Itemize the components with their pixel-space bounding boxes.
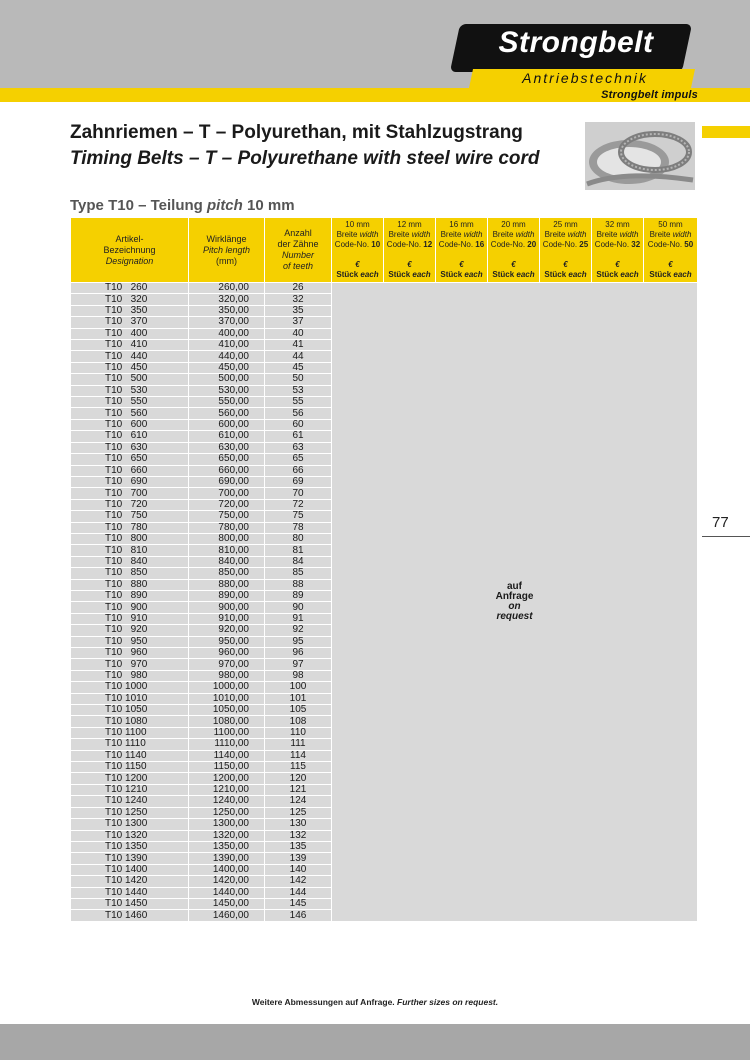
designation-cell: T10 690 <box>71 476 189 487</box>
teeth-cell: 26 <box>265 283 332 294</box>
length-cell: 1350,00 <box>189 841 265 852</box>
width-header-20: 20 mm Breite width Code-No. 20 € Stück each <box>488 218 540 283</box>
length-cell: 900,00 <box>189 602 265 613</box>
designation-cell: T10 530 <box>71 385 189 396</box>
teeth-cell: 78 <box>265 522 332 533</box>
designation-cell: T10 1250 <box>71 807 189 818</box>
designation-cell: T10 910 <box>71 613 189 624</box>
type-pitch: pitch <box>206 197 243 214</box>
length-cell: 980,00 <box>189 670 265 681</box>
length-header: Wirklänge Pitch length (mm) <box>189 218 265 283</box>
designation-cell: T10 1300 <box>71 819 189 830</box>
length-cell: 950,00 <box>189 636 265 647</box>
length-cell: 320,00 <box>189 294 265 305</box>
teeth-cell: 130 <box>265 819 332 830</box>
type-prefix: Type T10 – Teilung <box>70 197 203 214</box>
designation-cell: T10 1240 <box>71 796 189 807</box>
teeth-cell: 60 <box>265 419 332 430</box>
designation-cell: T10 1010 <box>71 693 189 704</box>
teeth-cell: 96 <box>265 648 332 659</box>
teeth-cell: 35 <box>265 305 332 316</box>
length-cell: 560,00 <box>189 408 265 419</box>
length-cell: 610,00 <box>189 431 265 442</box>
length-cell: 500,00 <box>189 374 265 385</box>
designation-cell: T10 810 <box>71 545 189 556</box>
teeth-cell: 95 <box>265 636 332 647</box>
teeth-cell: 44 <box>265 351 332 362</box>
width-header-32: 32 mm Breite width Code-No. 32 € Stück each <box>592 218 644 283</box>
teeth-cell: 108 <box>265 716 332 727</box>
designation-cell: T10 920 <box>71 625 189 636</box>
teeth-cell: 84 <box>265 556 332 567</box>
width-header-25: 25 mm Breite width Code-No. 25 € Stück each <box>540 218 592 283</box>
designation-cell: T10 880 <box>71 579 189 590</box>
length-cell: 960,00 <box>189 648 265 659</box>
length-cell: 350,00 <box>189 305 265 316</box>
designation-cell: T10 750 <box>71 511 189 522</box>
width-header-16: 16 mm Breite width Code-No. 16 € Stück each <box>436 218 488 283</box>
teeth-cell: 89 <box>265 590 332 601</box>
teeth-cell: 63 <box>265 442 332 453</box>
request-text-de-2: Anfrage <box>495 590 534 602</box>
designation-cell: T10 440 <box>71 351 189 362</box>
designation-cell: T10 780 <box>71 522 189 533</box>
designation-header: Artikel- Bezeichnung Designation <box>71 218 189 283</box>
designation-cell: T10 450 <box>71 362 189 373</box>
designation-cell: T10 1400 <box>71 864 189 875</box>
footer-note <box>0 997 750 1007</box>
designation-cell: T10 1110 <box>71 739 189 750</box>
designation-cell: T10 850 <box>71 568 189 579</box>
length-cell: 1300,00 <box>189 819 265 830</box>
designation-cell: T10 1150 <box>71 762 189 773</box>
length-cell: 850,00 <box>189 568 265 579</box>
teeth-cell: 115 <box>265 762 332 773</box>
teeth-cell: 110 <box>265 727 332 738</box>
teeth-cell: 114 <box>265 750 332 761</box>
length-cell: 370,00 <box>189 317 265 328</box>
length-cell: 530,00 <box>189 385 265 396</box>
length-cell: 410,00 <box>189 340 265 351</box>
request-text-en-1: on <box>508 600 521 612</box>
teeth-cell: 70 <box>265 488 332 499</box>
designation-cell: T10 370 <box>71 317 189 328</box>
designation-cell: T10 1450 <box>71 898 189 909</box>
length-cell: 1210,00 <box>189 784 265 795</box>
length-cell: 1050,00 <box>189 705 265 716</box>
teeth-cell: 121 <box>265 784 332 795</box>
width-header-50: 50 mm Breite width Code-No. 50 € Stück each <box>644 218 698 283</box>
length-cell: 1140,00 <box>189 750 265 761</box>
teeth-cell: 40 <box>265 328 332 339</box>
designation-cell: T10 1390 <box>71 853 189 864</box>
side-tab <box>702 126 750 138</box>
length-cell: 720,00 <box>189 499 265 510</box>
designation-cell: T10 260 <box>71 283 189 294</box>
length-cell: 1010,00 <box>189 693 265 704</box>
request-text-en-2: request <box>496 610 533 622</box>
length-cell: 1460,00 <box>189 910 265 921</box>
teeth-cell: 146 <box>265 910 332 921</box>
logo-text: Strongbelt <box>498 26 654 59</box>
length-cell: 1080,00 <box>189 716 265 727</box>
teeth-cell: 125 <box>265 807 332 818</box>
designation-cell: T10 840 <box>71 556 189 567</box>
length-cell: 260,00 <box>189 283 265 294</box>
designation-cell: T10 600 <box>71 419 189 430</box>
designation-cell: T10 320 <box>71 294 189 305</box>
length-cell: 800,00 <box>189 533 265 544</box>
length-cell: 1240,00 <box>189 796 265 807</box>
teeth-cell: 140 <box>265 864 332 875</box>
teeth-cell: 139 <box>265 853 332 864</box>
page-title-en: Timing Belts – T – Polyurethane with steel wire cord <box>70 148 540 169</box>
teeth-cell: 88 <box>265 579 332 590</box>
page-number-divider <box>702 536 750 537</box>
designation-cell: T10 1320 <box>71 830 189 841</box>
teeth-cell: 61 <box>265 431 332 442</box>
teeth-cell: 56 <box>265 408 332 419</box>
designation-cell: T10 410 <box>71 340 189 351</box>
designation-cell: T10 1000 <box>71 682 189 693</box>
length-cell: 400,00 <box>189 328 265 339</box>
designation-cell: T10 550 <box>71 397 189 408</box>
teeth-cell: 85 <box>265 568 332 579</box>
teeth-cell: 120 <box>265 773 332 784</box>
page-number: 77 <box>712 514 729 531</box>
teeth-cell: 81 <box>265 545 332 556</box>
teeth-cell: 90 <box>265 602 332 613</box>
length-cell: 630,00 <box>189 442 265 453</box>
designation-cell: T10 980 <box>71 670 189 681</box>
teeth-cell: 91 <box>265 613 332 624</box>
footer-bar <box>0 1024 750 1060</box>
designation-cell: T10 1440 <box>71 887 189 898</box>
teeth-cell: 69 <box>265 476 332 487</box>
designation-cell: T10 1140 <box>71 750 189 761</box>
teeth-cell: 111 <box>265 739 332 750</box>
table-row <box>71 283 698 294</box>
designation-cell: T10 400 <box>71 328 189 339</box>
length-cell: 1000,00 <box>189 682 265 693</box>
designation-cell: T10 1210 <box>71 784 189 795</box>
page-title-de: Zahnriemen – T – Polyurethan, mit Stahlzugstrang <box>70 122 523 143</box>
teeth-cell: 72 <box>265 499 332 510</box>
length-cell: 550,00 <box>189 397 265 408</box>
teeth-cell: 32 <box>265 294 332 305</box>
request-text-de-1: auf <box>507 580 522 592</box>
designation-cell: T10 1460 <box>71 910 189 921</box>
designation-cell: T10 720 <box>71 499 189 510</box>
designation-cell: T10 960 <box>71 648 189 659</box>
teeth-cell: 75 <box>265 511 332 522</box>
designation-cell: T10 610 <box>71 431 189 442</box>
designation-cell: T10 660 <box>71 465 189 476</box>
teeth-cell: 45 <box>265 362 332 373</box>
teeth-cell: 55 <box>265 397 332 408</box>
length-cell: 1320,00 <box>189 830 265 841</box>
length-cell: 690,00 <box>189 476 265 487</box>
length-cell: 1110,00 <box>189 739 265 750</box>
designation-cell: T10 700 <box>71 488 189 499</box>
teeth-cell: 135 <box>265 841 332 852</box>
teeth-cell: 145 <box>265 898 332 909</box>
length-cell: 1200,00 <box>189 773 265 784</box>
sub-brand: Strongbelt impuls <box>601 89 698 101</box>
designation-cell: T10 970 <box>71 659 189 670</box>
length-cell: 660,00 <box>189 465 265 476</box>
length-cell: 1150,00 <box>189 762 265 773</box>
length-cell: 970,00 <box>189 659 265 670</box>
teeth-cell: 132 <box>265 830 332 841</box>
teeth-cell: 80 <box>265 533 332 544</box>
width-header-10: 10 mm Breite width Code-No. 10 € Stück each <box>332 218 384 283</box>
length-cell: 1420,00 <box>189 876 265 887</box>
teeth-cell: 53 <box>265 385 332 396</box>
teeth-cell: 144 <box>265 887 332 898</box>
length-cell: 840,00 <box>189 556 265 567</box>
timing-belt-table <box>70 217 698 922</box>
length-cell: 780,00 <box>189 522 265 533</box>
length-cell: 1400,00 <box>189 864 265 875</box>
teeth-cell: 66 <box>265 465 332 476</box>
designation-cell: T10 500 <box>71 374 189 385</box>
length-cell: 810,00 <box>189 545 265 556</box>
designation-cell: T10 1420 <box>71 876 189 887</box>
teeth-cell: 105 <box>265 705 332 716</box>
length-cell: 890,00 <box>189 590 265 601</box>
designation-cell: T10 650 <box>71 454 189 465</box>
length-cell: 440,00 <box>189 351 265 362</box>
teeth-cell: 41 <box>265 340 332 351</box>
designation-cell: T10 1100 <box>71 727 189 738</box>
designation-cell: T10 1080 <box>71 716 189 727</box>
logo-subtitle: Antriebstechnik <box>522 70 648 86</box>
teeth-cell: 97 <box>265 659 332 670</box>
designation-cell: T10 1200 <box>71 773 189 784</box>
width-header-12: 12 mm Breite width Code-No. 12 € Stück each <box>384 218 436 283</box>
table-body <box>71 283 698 922</box>
length-cell: 1100,00 <box>189 727 265 738</box>
length-cell: 1250,00 <box>189 807 265 818</box>
designation-cell: T10 350 <box>71 305 189 316</box>
teeth-cell: 98 <box>265 670 332 681</box>
length-cell: 1390,00 <box>189 853 265 864</box>
on-request-cell <box>332 283 698 922</box>
type-suffix: 10 mm <box>247 197 295 214</box>
type-line <box>70 197 295 214</box>
length-cell: 1450,00 <box>189 898 265 909</box>
designation-cell: T10 950 <box>71 636 189 647</box>
teeth-cell: 101 <box>265 693 332 704</box>
designation-cell: T10 1350 <box>71 841 189 852</box>
teeth-header: Anzahl der Zähne Number of teeth <box>265 218 332 283</box>
teeth-cell: 142 <box>265 876 332 887</box>
teeth-cell: 37 <box>265 317 332 328</box>
length-cell: 880,00 <box>189 579 265 590</box>
table-header-row <box>71 218 698 283</box>
teeth-cell: 100 <box>265 682 332 693</box>
length-cell: 920,00 <box>189 625 265 636</box>
length-cell: 450,00 <box>189 362 265 373</box>
belt-product-image <box>585 122 695 190</box>
length-cell: 910,00 <box>189 613 265 624</box>
designation-cell: T10 630 <box>71 442 189 453</box>
footer-note-en: Further sizes on request. <box>397 997 499 1007</box>
length-cell: 700,00 <box>189 488 265 499</box>
footer-note-de: Weitere Abmessungen auf Anfrage. <box>251 997 395 1007</box>
designation-cell: T10 560 <box>71 408 189 419</box>
designation-cell: T10 900 <box>71 602 189 613</box>
designation-cell: T10 800 <box>71 533 189 544</box>
length-cell: 1440,00 <box>189 887 265 898</box>
designation-cell: T10 890 <box>71 590 189 601</box>
length-cell: 750,00 <box>189 511 265 522</box>
length-cell: 650,00 <box>189 454 265 465</box>
teeth-cell: 124 <box>265 796 332 807</box>
strongbelt-logo <box>455 14 695 86</box>
teeth-cell: 65 <box>265 454 332 465</box>
teeth-cell: 92 <box>265 625 332 636</box>
length-cell: 600,00 <box>189 419 265 430</box>
teeth-cell: 50 <box>265 374 332 385</box>
designation-cell: T10 1050 <box>71 705 189 716</box>
